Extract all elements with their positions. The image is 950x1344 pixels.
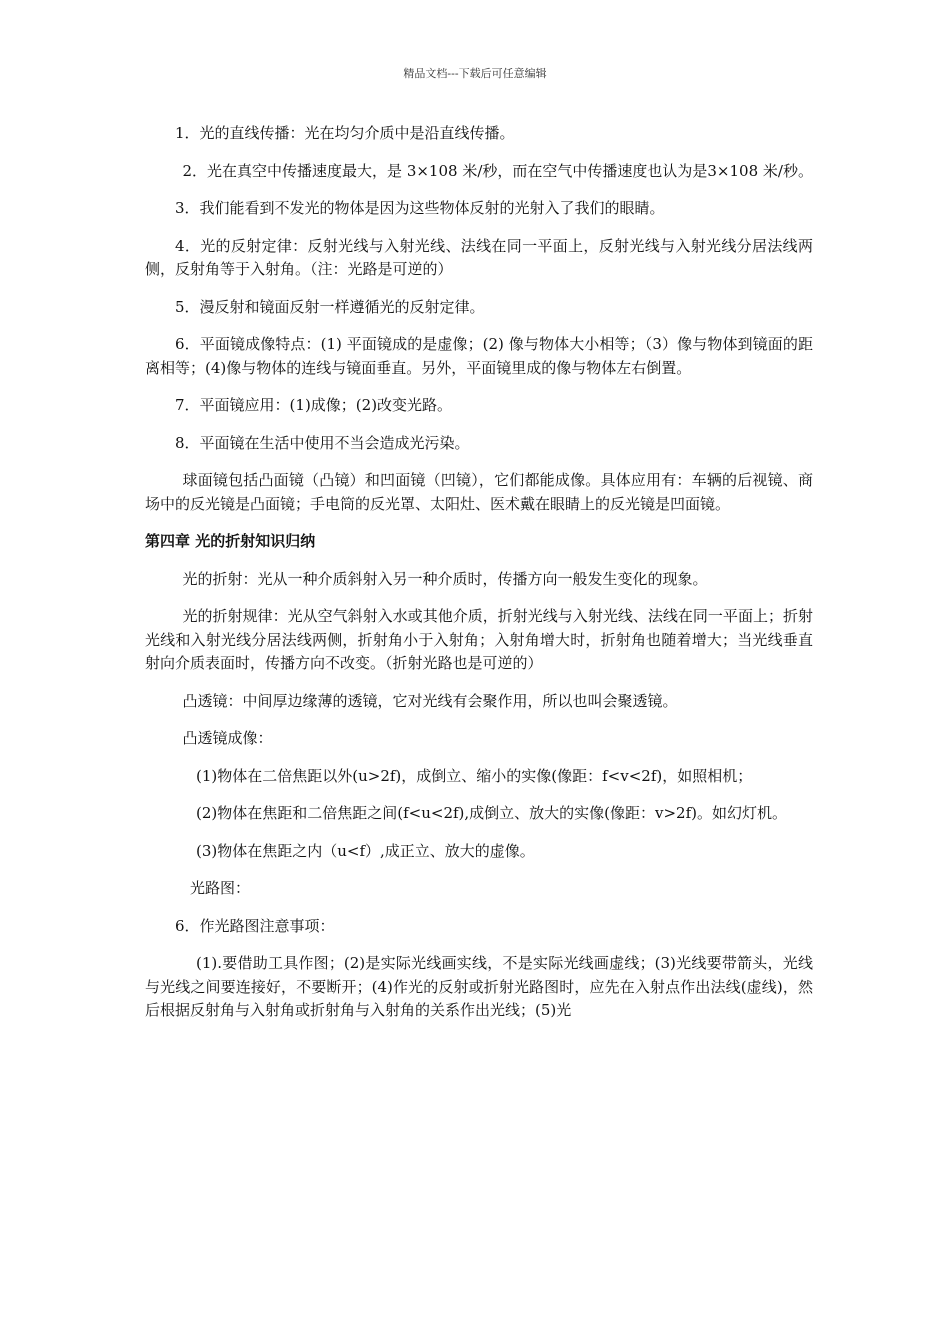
paragraph-imaging-case-2: (2)物体在焦距和二倍焦距之间(f<u<2f),成倒立、放大的实像(像距：v>2f)。如幻灯机。 [196, 804, 788, 822]
document-body [145, 122, 813, 1037]
page-header: 精品文档---下载后可任意编辑 [403, 67, 547, 80]
paragraph-light-straight-line: 1．光的直线传播：光在均匀介质中是沿直线传播。 [175, 124, 515, 142]
paragraph-light-pollution: 8．平面镜在生活中使用不当会造成光污染。 [175, 433, 470, 452]
paragraph-ray-diagram-rules: (1).要借助工具作图；(2)是实际光线画实线，不是实际光线画虚线；(3)光线要带箭头，光线与光线之间要连接好，不要断开；(4)作光的反射或折射光路图时，应先在入射点作出法线(虚线)，然后根据反射角与入射角或折射角与入射角的关系作出光线；(5)光 [145, 954, 813, 1019]
paragraph-plane-mirror-features: 6．平面镜成像特点：(1) 平面镜成的是虚像；(2) 像与物体大小相等；（3）像与物体到镜面的距离相等；(4)像与物体的连线与镜面垂直。另外，平面镜里成的像与物体左右倒置。 [145, 335, 813, 377]
paragraph-convex-lens: 凸透镜：中间厚边缘薄的透镜，它对光线有会聚作用，所以也叫会聚透镜。 [182, 691, 678, 710]
paragraph-imaging-case-3: (3)物体在焦距之内（u<f）,成正立、放大的虚像。 [196, 841, 535, 860]
paragraph-refraction-law: 光的折射规律：光从空气斜射入水或其他介质，折射光线与入射光线、法线在同一平面上；折射光线和入射光线分居法线两侧，折射角小于入射角；入射角增大时，折射角也随着增大；当光线垂直射向介质表面时，传播方向不改变。（折射光路也是可逆的） [145, 607, 813, 672]
paragraph-seeing-objects: 3．我们能看到不发光的物体是因为这些物体反射的光射入了我们的眼睛。 [175, 199, 665, 217]
paragraph-refraction: 光的折射：光从一种介质斜射入另一种介质时，传播方向一般发生变化的现象。 [182, 569, 708, 588]
chapter-heading: 第四章 光的折射知识归纳 [145, 532, 316, 550]
paragraph-ray-diagram: 光路图： [190, 879, 251, 897]
paragraph-diffuse-reflection: 5．漫反射和镜面反射一样遵循光的反射定律。 [175, 297, 485, 316]
paragraph-convex-lens-imaging: 凸透镜成像： [182, 729, 273, 747]
paragraph-reflection-law: 4．光的反射定律：反射光线与入射光线、法线在同一平面上，反射光线与入射光线分居法线两侧，反射角等于入射角。（注：光路是可逆的） [145, 236, 813, 278]
paragraph-light-speed: 2．光在真空中传播速度最大，是 3×108 米/秒，而在空气中传播速度也认为是3×108 米/秒。 [182, 161, 813, 180]
paragraph-ray-diagram-notes: 6．作光路图注意事项： [175, 916, 335, 935]
paragraph-spherical-mirrors: 球面镜包括凸面镜（凸镜）和凹面镜（凹镜），它们都能成像。具体应用有：车辆的后视镜、商场中的反光镜是凸面镜；手电筒的反光罩、太阳灶、医术戴在眼睛上的反光镜是凹面镜。 [145, 471, 813, 513]
paragraph-imaging-case-1: (1)物体在二倍焦距以外(u>2f)，成倒立、缩小的实像(像距：f<v<2f)，如照相机； [196, 766, 753, 785]
paragraph-plane-mirror-uses: 7．平面镜应用：(1)成像；(2)改变光路。 [175, 396, 453, 414]
